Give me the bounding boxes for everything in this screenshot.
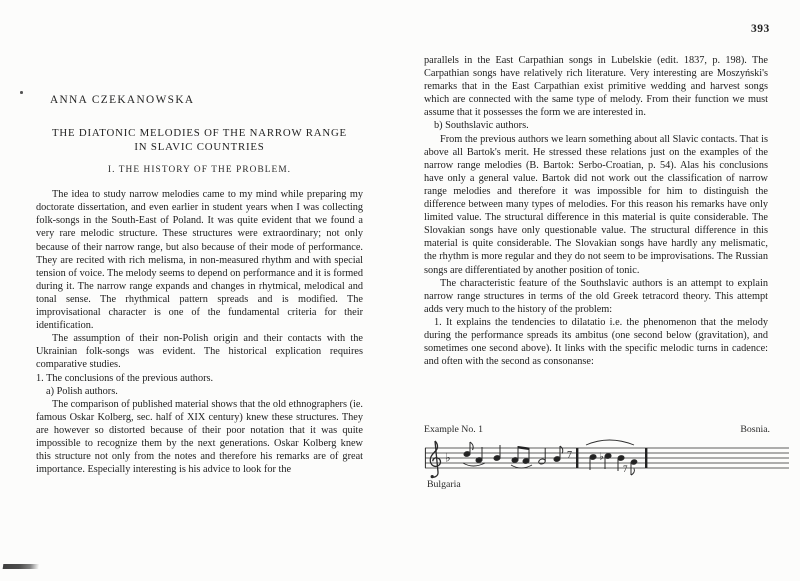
list-item-lettered: b) Southslavic authors. [434, 120, 529, 132]
paragraph: The characteristic feature of the Southslavic authors is an attempt to explain narrow range structures in terms of the old Greek tetracord theory. This attempt adds very much to the history of the problem: [424, 277, 768, 315]
paragraph: The comparison of published material shows that the old ethnographers (ie. famous Oskar Kolberg, sec. half of XIX century) knew these structures. They are however so distorted because of their poor notation that it was quite impossible to recognize them by the next generations. Oskar Kolberg knew this structure not only from the notes and therefore his remarks are of great importance. Especially interesting is his advice to look for the [36, 398, 363, 476]
flat-sign-icon: ♭ [445, 450, 451, 465]
measure-2-notes [586, 440, 637, 475]
eighth-rest-icon: 7 [567, 450, 572, 461]
paragraph: The idea to study narrow melodies came to my mind while preparing my doctorate dissertation, and even earlier in student years when I was collecting folk-songs in the South-East of Poland. It was quite evident that we found a very rare melodic structure. These structures were extraordinary; not only because of their narrow range, but also because of their mode of performance. They are recited with rich melisma, in non-measured rhythm and with special tension of voice. The melody seems to depend on performance and it is formed during it. The narrow range expands and changes in rhytmical, melodical and tonal sense. The rhythmical pattern spreads and is modified. The improvisational character is one of the fundamental criteria for their identification. [36, 189, 363, 332]
paragraph: From the previous authors we learn something about all Slavic contacts. That is above all Bartok's merit. He stressed these relations just on the examples of the narrow range melodies (B. Bartok: Serbo-Croatian, p. 54). Alas his conclusions have only a general value. Bartok did not work out the classification of narrow range melodies and therefore it was impossible for him to distinguish the difference between many types of melodies. For this reason his remarks have only limited value. The structural difference in this material is quite considerable. The Slovakian songs have only questionable value. The structural difference in this material is quite considerable. The Slovakian songs have hardly any melismatic, the rhythm is more regular and they do not seem to be improvisations. The Russian songs are differentiated by another position of tonic. [424, 133, 768, 276]
music-example-header [424, 424, 770, 435]
paragraph: The assumption of their non-Polish origin and their contacts with the Ukrainian folk-songs was evident. The historical explication requires comparative studies. [36, 333, 363, 371]
music-staff [423, 438, 791, 484]
author-name: ANNA CZEKANOWSKA [50, 94, 195, 106]
list-item-numbered: 1. It explains the tendencies to dilatatio i.e. the phenomenon that the melody during the performance spreads its ambitus (one second below (gravitation), and sometimes one second above). It links with the specific melodic turns in cadence: and often with the second as consonanse: [424, 316, 768, 368]
example-label: Example No. 1 [424, 424, 484, 435]
list-item-numbered: 1. The conclusions of the previous authors. [36, 372, 214, 384]
measure-1-notes [463, 442, 563, 468]
article-title-line1: THE DIATONIC MELODIES OF THE NARROW RANGE [52, 127, 347, 140]
flat-sign-icon: ♭ [599, 451, 604, 463]
barline [645, 448, 647, 468]
list-item-lettered: a) Polish authors. [46, 385, 118, 397]
section-heading: I. THE HISTORY OF THE PROBLEM. [107, 165, 292, 176]
left-page-column [36, 94, 363, 476]
barline [576, 448, 578, 468]
treble-clef-icon [430, 441, 440, 478]
scan-artifact-dot [20, 91, 23, 94]
article-title-line2: IN SLAVIC COUNTRIES [134, 141, 265, 154]
example-origin-top: Bosnia. [740, 424, 770, 435]
scan-artifact-smudge [3, 564, 40, 569]
music-staff-svg [423, 438, 791, 484]
eighth-rest-icon: 7 [623, 464, 628, 474]
page-number: 393 [751, 23, 770, 35]
right-page-column [424, 54, 768, 368]
example-origin-bottom: Bulgaria [427, 479, 461, 490]
paragraph: parallels in the East Carpathian songs in Lubelskie (edit. 1837, p. 198). The Carpathian songs have relatively rich literature. Very interesting are Moszyński's remarks that in the East Carpathian exist primitive wedding and harvest songs which are connected with the same type of melody. From their function we must assume that it possesses the form we are interested in. [424, 55, 768, 119]
article-title [36, 126, 363, 154]
